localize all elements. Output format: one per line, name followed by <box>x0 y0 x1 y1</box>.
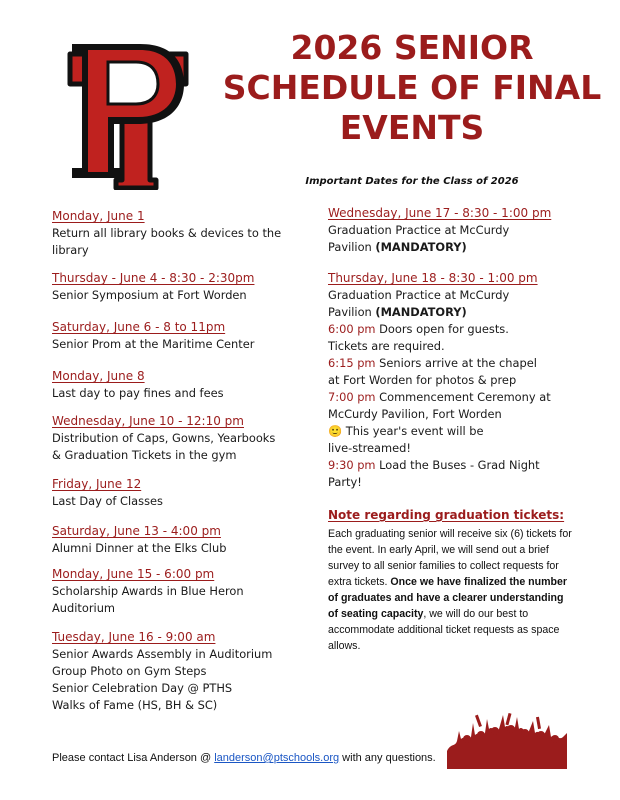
event-date: Saturday, June 13 - 4:00 pm <box>52 524 221 538</box>
event-detail <box>328 239 576 256</box>
event-detail: Return all library books & devices to the <box>52 226 282 240</box>
event-detail: Tickets are required. <box>328 339 445 353</box>
event-detail: McCurdy Pavilion, Fort Worden <box>328 407 502 421</box>
event-detail: library <box>52 243 89 257</box>
event-date: Monday, June 1 <box>52 209 145 223</box>
title-line: SCHEDULE OF FINAL <box>222 68 602 107</box>
mandatory-label: (MANDATORY) <box>375 240 467 254</box>
event-item <box>52 270 300 304</box>
note-text-bold: Once we have finalized the number of graduates and have a clearer understanding of seating capacity <box>328 576 568 620</box>
event-date: Monday, June 8 <box>52 369 145 383</box>
event-item <box>52 368 300 402</box>
event-detail: Senior Symposium at Fort Worden <box>52 288 247 302</box>
event-date: Thursday, June 18 - 8:30 - 1:00 pm <box>328 271 538 285</box>
event-detail: Group Photo on Gym Steps <box>52 664 207 678</box>
event-detail-text: Pavilion <box>328 305 376 319</box>
event-item <box>52 319 300 353</box>
event-detail <box>328 389 576 406</box>
subtitle: Important Dates for the Class of 2026 <box>305 176 519 187</box>
event-detail: Auditorium <box>52 601 116 615</box>
event-detail <box>328 457 576 474</box>
event-detail: Party! <box>328 475 362 489</box>
event-detail: & Graduation Tickets in the gym <box>52 448 237 462</box>
footer-text: Please contact Lisa Anderson @ <box>52 752 215 764</box>
event-detail-text: Pavilion <box>328 240 376 254</box>
event-item <box>52 566 300 617</box>
left-event-column <box>52 208 300 725</box>
event-date: Thursday - June 4 - 8:30 - 2:30pm <box>52 271 255 285</box>
event-detail: Senior Prom at the Maritime Center <box>52 337 255 351</box>
event-detail: Walks of Fame (HS, BH & SC) <box>52 698 218 712</box>
event-detail-text: Load the Buses - Grad Night <box>375 458 540 472</box>
event-item <box>52 476 300 510</box>
event-detail: Senior Celebration Day @ PTHS <box>52 681 233 695</box>
event-time: 6:15 pm <box>328 356 376 370</box>
event-date: Friday, June 12 <box>52 477 142 491</box>
page-title <box>222 28 602 148</box>
title-line: 2026 SENIOR <box>290 28 534 67</box>
event-item <box>52 413 300 464</box>
event-detail <box>328 423 576 440</box>
ticket-note-heading: Note regarding graduation tickets: <box>328 508 565 522</box>
pt-logo <box>58 40 198 190</box>
event-detail-text: Doors open for guests. <box>375 322 509 336</box>
event-detail: Scholarship Awards in Blue Heron <box>52 584 244 598</box>
event-item <box>328 270 576 491</box>
event-date: Tuesday, June 16 - 9:00 am <box>52 630 216 644</box>
event-detail: Distribution of Caps, Gowns, Yearbooks <box>52 431 276 445</box>
event-detail-text: Commencement Ceremony at <box>375 390 551 404</box>
event-item <box>52 523 300 557</box>
event-detail: Senior Awards Assembly in Auditorium <box>52 647 273 661</box>
event-item <box>52 629 300 714</box>
smiley-icon: 🙂 <box>328 424 343 438</box>
event-date: Wednesday, June 17 - 8:30 - 1:00 pm <box>328 206 552 220</box>
event-detail <box>328 321 576 338</box>
event-item <box>328 205 576 256</box>
event-detail-text: Seniors arrive at the chapel <box>375 356 537 370</box>
mandatory-label: (MANDATORY) <box>375 305 467 319</box>
event-date: Monday, June 15 - 6:00 pm <box>52 567 215 581</box>
note-text: Each graduating senior will receive six (6) tickets for the event. In early April, we will send out a brief survey to all senior families to collect requests for extra tickets. <box>328 528 572 588</box>
event-detail: Alumni Dinner at the Elks Club <box>52 541 227 555</box>
event-date: Saturday, June 6 - 8 to 11pm <box>52 320 226 334</box>
event-detail: at Fort Worden for photos & prep <box>328 373 517 387</box>
title-line: EVENTS <box>339 108 485 147</box>
event-detail-text: This year's event will be <box>342 424 484 438</box>
event-detail: Last Day of Classes <box>52 494 163 508</box>
event-detail <box>328 304 576 321</box>
event-time: 9:30 pm <box>328 458 376 472</box>
event-detail: live-streamed! <box>328 441 411 455</box>
event-time: 6:00 pm <box>328 322 376 336</box>
contact-email-link[interactable]: landerson@ptschools.org <box>214 752 340 764</box>
event-detail: Graduation Practice at McCurdy <box>328 288 510 302</box>
event-detail: Graduation Practice at McCurdy <box>328 223 510 237</box>
footer-text: with any questions. <box>339 752 436 764</box>
ticket-note-body <box>328 526 576 654</box>
event-item <box>52 208 300 259</box>
event-detail: Last day to pay fines and fees <box>52 386 224 400</box>
right-event-column <box>328 205 576 654</box>
note-text: , we will do our best to accommodate additional ticket requests as space allows. <box>328 608 560 652</box>
event-detail <box>328 355 576 372</box>
contact-footer <box>52 752 436 764</box>
event-date: Wednesday, June 10 - 12:10 pm <box>52 414 244 428</box>
celebrating-crowd-graphic <box>447 713 567 769</box>
event-time: 7:00 pm <box>328 390 376 404</box>
